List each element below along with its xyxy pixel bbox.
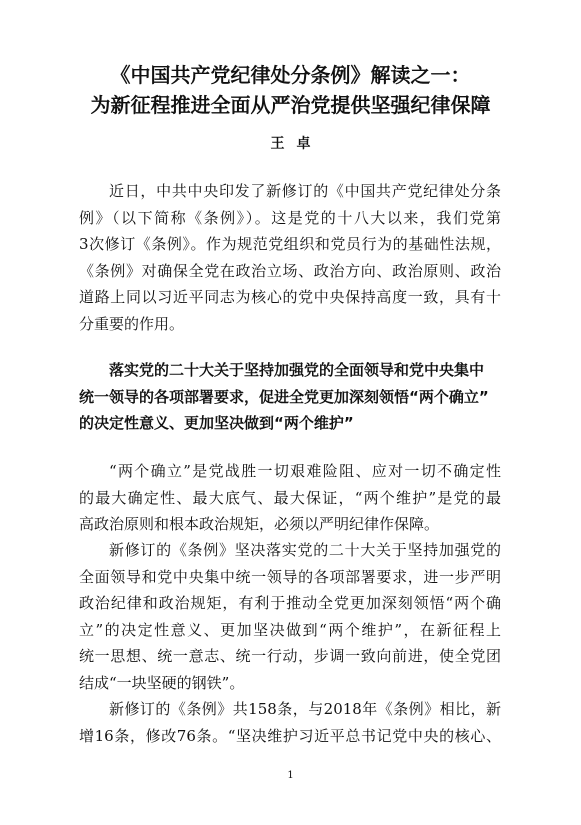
- intro-paragraph: [79, 178, 501, 337]
- paragraph-line: 增16条，修改76条。“坚决维护习近平总书记党中央的核心、: [79, 726, 501, 745]
- paragraph-line: 政治纪律和政治规矩，有利于推动全党更加深刻领悟“两个确: [79, 594, 501, 612]
- paragraph-line: 全面领导和党中央集中统一领导的各项部署要求，进一步严明: [79, 567, 501, 586]
- section-heading-line: 落实党的二十大关于坚持加强党的全面领导和党中央集中: [109, 361, 485, 379]
- page-number: 1: [287, 770, 294, 781]
- paragraph-2: [79, 458, 501, 538]
- paragraph-3: [79, 537, 501, 696]
- paragraph-line: 的最大确定性、最大底气、最大保证，“两个维护”是党的最: [79, 488, 501, 507]
- paragraph-line: 近日，中共中央印发了新修订的《中国共产党纪律处分条: [109, 182, 501, 200]
- paragraph-line: 分重要的作用。: [79, 314, 185, 333]
- paragraph-line: “两个确立”是党战胜一切艰难险阻、应对一切不确定性: [109, 462, 501, 480]
- paragraph-line: 新修订的《条例》坚决落实党的二十大关于坚持加强党的: [109, 541, 501, 559]
- paragraph-line: 《条例》对确保全党在政治立场、政治方向、政治原则、政治: [79, 261, 501, 280]
- section-heading-line: 的决定性意义、更加坚决做到“两个维护”: [79, 414, 354, 432]
- document-title-line-1: 《中国共产党纪律处分条例》解读之一：: [110, 63, 471, 87]
- section-heading-line: 统一领导的各项部署要求，促进全党更加深刻领悟“两个确立”: [79, 387, 489, 406]
- paragraph-line: 统一思想、统一意志、统一行动，步调一致向前进，使全党团: [79, 647, 501, 665]
- paragraph-line: 高政治原则和根本政治规矩，必须以严明纪律作保障。: [79, 515, 440, 533]
- paragraph-line: 道路上同以习近平同志为核心的党中央保持高度一致，具有十: [79, 288, 501, 306]
- document-title-line-2: 为新征程推进全面从严治党提供坚强纪律保障: [90, 93, 491, 117]
- paragraph-4: [79, 696, 501, 749]
- paragraph-line: 新修订的《条例》共158条，与2018年《条例》相比，新: [109, 700, 501, 718]
- paragraph-line: 结成“一块坚硬的钢铁”。: [79, 673, 245, 692]
- paragraph-line: 3次修订《条例》。作为规范党组织和党员行为的基础性法规，: [79, 235, 501, 253]
- paragraph-line: 例》（以下简称《条例》）。这是党的十八大以来，我们党第: [79, 208, 501, 227]
- paragraph-line: 立”的决定性意义、更加坚决做到“两个维护”，在新征程上: [79, 620, 501, 639]
- section-heading: [79, 357, 501, 437]
- author-name: 王卓: [270, 136, 323, 152]
